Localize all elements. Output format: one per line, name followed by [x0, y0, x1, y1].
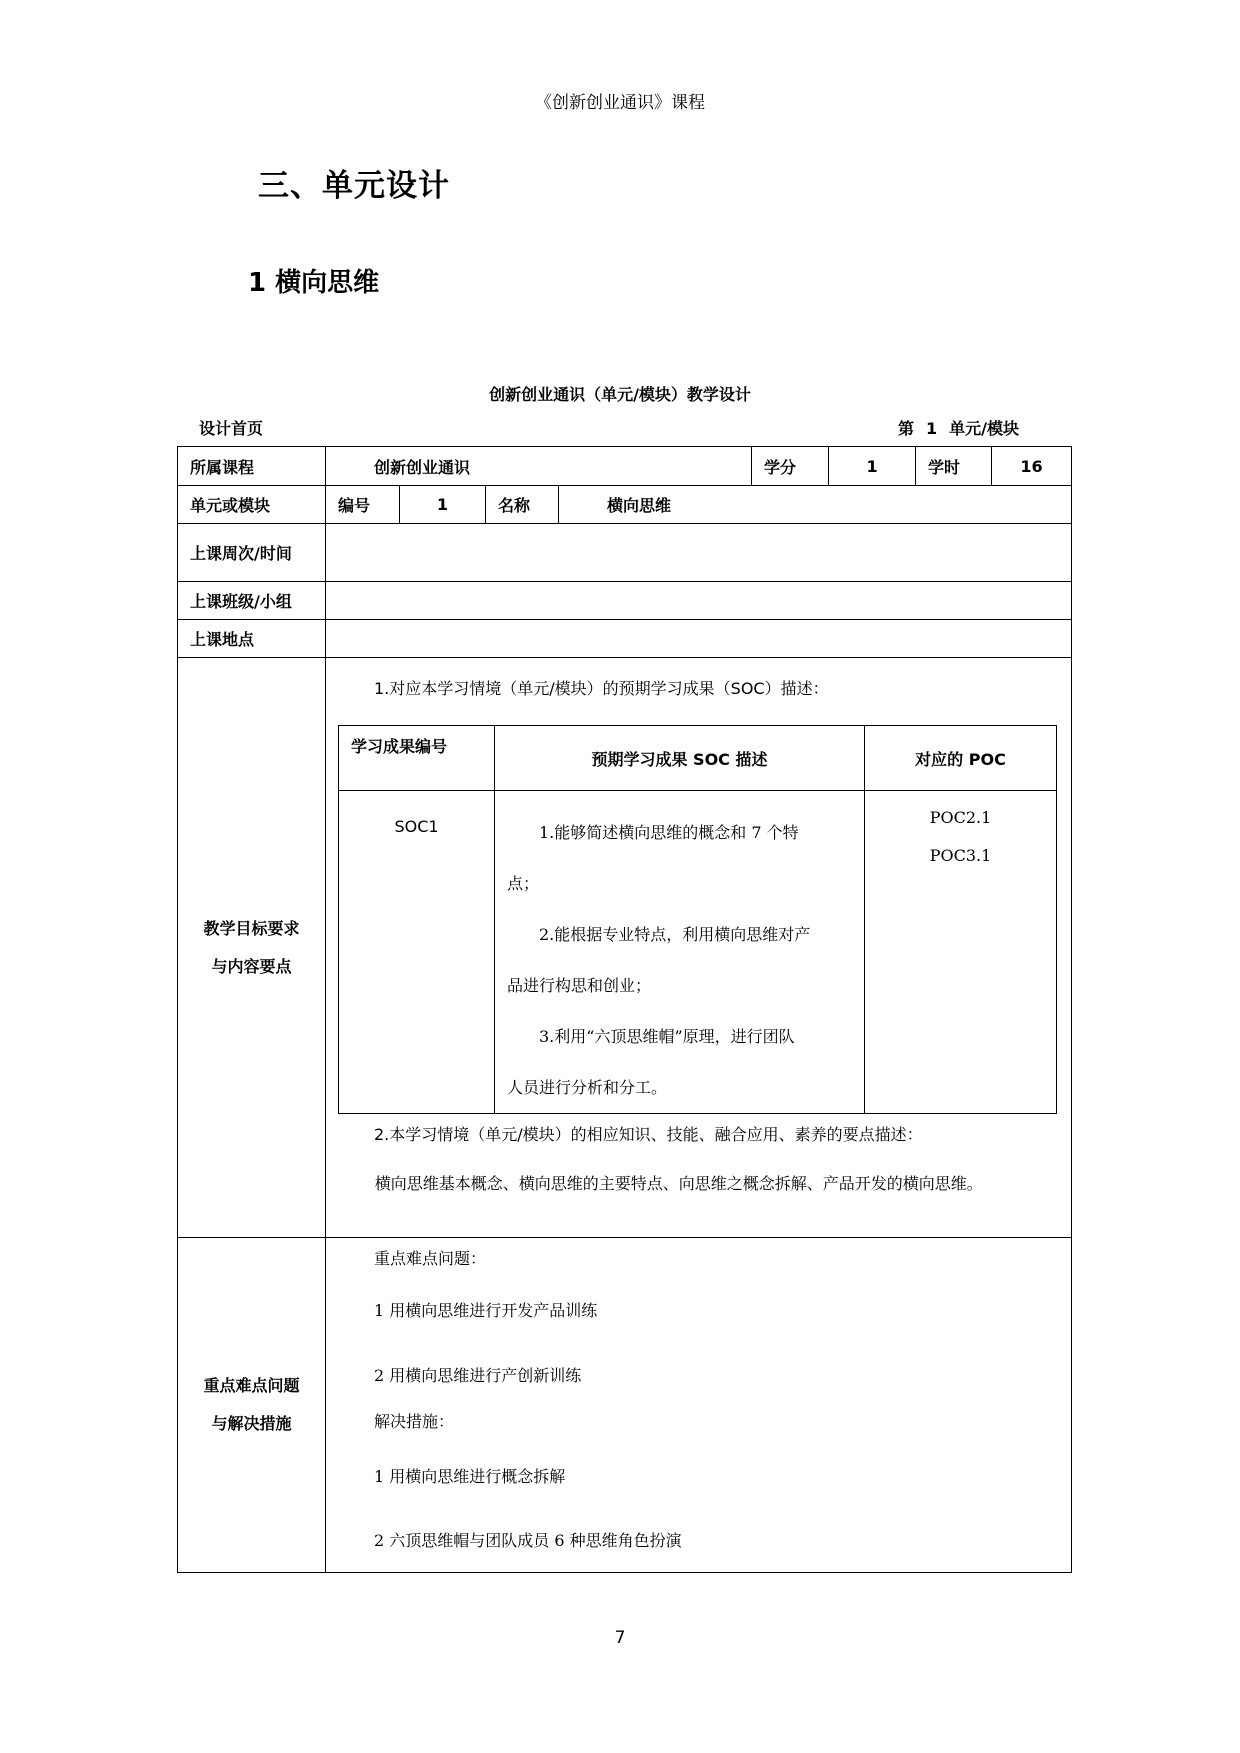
- solution-title: 解决措施：: [374, 1412, 455, 1431]
- difficulty-item-2: 2 用横向思维进行产创新训练: [374, 1366, 582, 1385]
- soc-row: [339, 791, 1057, 1114]
- location-label: 上课地点: [178, 620, 326, 658]
- poc-item-2: POC3.1: [929, 846, 992, 865]
- solution-item-2: 2 六顶思维帽与团队成员 6 种思维角色扮演: [374, 1531, 682, 1550]
- unit-heading: 1 横向思维: [248, 268, 380, 298]
- soc-desc-2b: 品进行构思和创业；: [507, 976, 652, 995]
- design-first-page-label: 设计首页: [199, 419, 264, 438]
- difficulties-label: [178, 1238, 326, 1573]
- difficulties-row: [178, 1238, 1072, 1573]
- module-label: 单元或模块: [178, 486, 326, 524]
- key-points-title: 2.本学习情境（单元/模块）的相应知识、技能、融合应用、素养的要点描述：: [374, 1125, 923, 1144]
- unit-indicator: [898, 416, 1019, 439]
- soc-table: [338, 725, 1057, 1114]
- soc-desc-2a: 2.能根据专业特点，利用横向思维对产: [539, 925, 811, 944]
- schedule-label: 上课周次/时间: [178, 524, 326, 582]
- soc-header-row: [339, 726, 1057, 791]
- unit-prefix: 第: [898, 419, 915, 438]
- soc-desc-1a: 1.能够简述横向思维的概念和 7 个特: [539, 823, 799, 842]
- design-table: [177, 446, 1072, 1573]
- course-label: 所属课程: [178, 447, 326, 486]
- module-row: [178, 486, 1072, 524]
- name-value: 横向思维: [559, 486, 1072, 524]
- number-label: 编号: [326, 486, 400, 524]
- hours-label: 学时: [916, 447, 992, 486]
- credit-label: 学分: [752, 447, 829, 486]
- soc-poc-header: 对应的 POC: [865, 726, 1057, 791]
- document-title: 创新创业通识（单元/模块）教学设计: [489, 385, 751, 404]
- objectives-intro: 1.对应本学习情境（单元/模块）的预期学习成果（SOC）描述：: [374, 679, 829, 698]
- unit-number: 1: [926, 419, 938, 438]
- difficulties-title: 重点难点问题：: [374, 1249, 487, 1268]
- page-header: 《创新创业通识》课程: [535, 93, 705, 113]
- soc-desc-3a: 3.利用“六顶思维帽”原理，进行团队: [539, 1027, 795, 1046]
- unit-suffix: 单元/模块: [949, 419, 1020, 438]
- soc-desc-3b: 人员进行分析和分工。: [507, 1078, 668, 1097]
- hours-value: 16: [992, 447, 1072, 486]
- name-label: 名称: [486, 486, 559, 524]
- course-name: 创新创业通识: [326, 447, 752, 486]
- objectives-row: [178, 658, 1072, 1238]
- difficulties-label-line1: 重点难点问题: [203, 1376, 300, 1395]
- difficulty-item-1: 1 用横向思维进行开发产品训练: [374, 1301, 598, 1320]
- soc-desc-1b: 点；: [507, 874, 540, 893]
- solution-item-1: 1 用横向思维进行概念拆解: [374, 1467, 566, 1486]
- objectives-label: [178, 658, 326, 1238]
- key-points-text: 横向思维基本概念、横向思维的主要特点、向思维之概念拆解、产品开发的横向思维。: [374, 1174, 983, 1193]
- class-row: [178, 582, 1072, 620]
- soc-desc-header: 预期学习成果 SOC 描述: [495, 726, 865, 791]
- difficulties-label-line2: 与解决措施: [211, 1414, 292, 1433]
- location-row: [178, 620, 1072, 658]
- soc-poc: [865, 791, 1057, 1114]
- schedule-row: [178, 524, 1072, 582]
- class-label: 上课班级/小组: [178, 582, 326, 620]
- location-value[interactable]: [326, 620, 1072, 658]
- class-value[interactable]: [326, 582, 1072, 620]
- soc-description: [495, 791, 865, 1114]
- credit-value: 1: [829, 447, 916, 486]
- number-value: 1: [400, 486, 486, 524]
- course-row: [178, 447, 1072, 486]
- soc-id: SOC1: [339, 791, 495, 1114]
- objectives-label-line1: 教学目标要求: [203, 918, 300, 938]
- difficulties-content: [326, 1238, 1072, 1573]
- schedule-value[interactable]: [326, 524, 1072, 582]
- objectives-content: [326, 658, 1072, 1238]
- soc-id-header: 学习成果编号: [339, 726, 495, 791]
- objectives-label-line2: 与内容要点: [211, 956, 292, 976]
- section-heading: 三、单元设计: [258, 168, 450, 204]
- poc-item-1: POC2.1: [929, 808, 992, 827]
- page-number: 7: [614, 1628, 626, 1648]
